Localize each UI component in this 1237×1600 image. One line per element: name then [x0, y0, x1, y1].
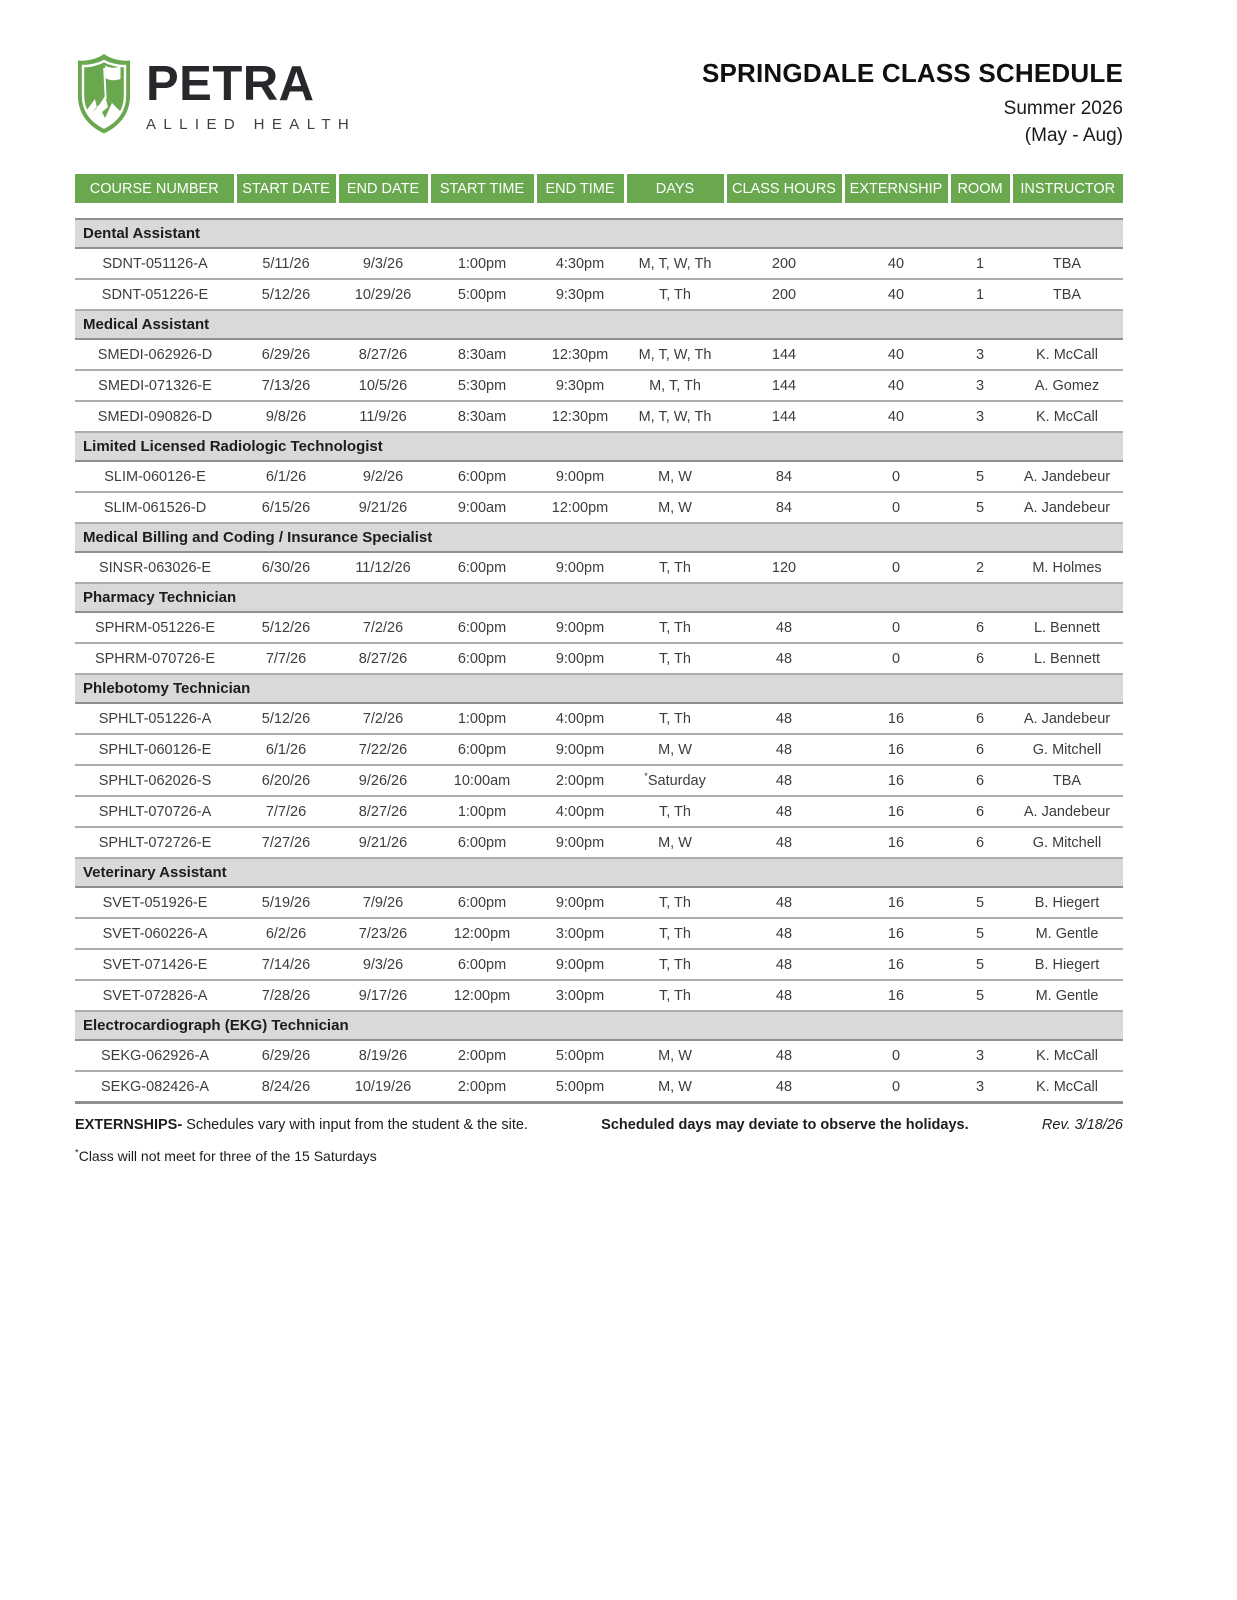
section-title: Pharmacy Technician — [75, 583, 1123, 612]
page-title: SPRINGDALE CLASS SCHEDULE — [701, 58, 1123, 88]
cell-start-time: 12:00pm — [429, 918, 535, 949]
cell-days: T, Th — [625, 612, 725, 643]
section-title: Dental Assistant — [75, 219, 1123, 248]
column-header-instructor: INSTRUCTOR — [1011, 174, 1123, 203]
cell-end-time: 4:00pm — [535, 796, 625, 827]
cell-end-date: 7/2/26 — [337, 703, 429, 734]
cell-end-time: 2:00pm — [535, 765, 625, 796]
cell-start-time: 1:00pm — [429, 796, 535, 827]
header-spacer-row — [75, 203, 1123, 219]
table-row — [75, 703, 1123, 734]
cell-room: 2 — [949, 552, 1011, 583]
cell-room: 5 — [949, 918, 1011, 949]
section-header-row — [75, 432, 1123, 461]
cell-end-time: 9:00pm — [535, 643, 625, 674]
cell-externship: 0 — [843, 1071, 949, 1103]
cell-course-number: SDNT-051226-E — [75, 279, 235, 310]
cell-start-time: 1:00pm — [429, 248, 535, 279]
cell-end-time: 9:00pm — [535, 552, 625, 583]
cell-start-date: 5/11/26 — [235, 248, 337, 279]
cell-days: M, W — [625, 827, 725, 858]
cell-externship: 40 — [843, 279, 949, 310]
petra-logo — [75, 52, 356, 141]
column-header-externship: EXTERNSHIP — [843, 174, 949, 203]
cell-externship: 0 — [843, 643, 949, 674]
footnote-asterisk: * — [75, 1147, 79, 1159]
cell-days: T, Th — [625, 980, 725, 1011]
cell-course-number: SPHRM-051226-E — [75, 612, 235, 643]
column-header-room: ROOM — [949, 174, 1011, 203]
cell-start-time: 6:00pm — [429, 734, 535, 765]
cell-days: M, W — [625, 1071, 725, 1103]
cell-start-date: 5/12/26 — [235, 612, 337, 643]
cell-start-date: 7/28/26 — [235, 980, 337, 1011]
cell-course-number: SMEDI-062926-D — [75, 339, 235, 370]
cell-course-number: SDNT-051126-A — [75, 248, 235, 279]
cell-externship: 16 — [843, 918, 949, 949]
cell-start-time: 6:00pm — [429, 612, 535, 643]
cell-room: 5 — [949, 461, 1011, 492]
cell-externship: 0 — [843, 1040, 949, 1071]
table-row — [75, 1040, 1123, 1071]
table-row — [75, 887, 1123, 918]
cell-instructor: A. Jandebeur — [1011, 492, 1123, 523]
cell-start-date: 7/27/26 — [235, 827, 337, 858]
cell-start-date: 7/13/26 — [235, 370, 337, 401]
cell-course-number: SEKG-062926-A — [75, 1040, 235, 1071]
cell-end-date: 9/26/26 — [337, 765, 429, 796]
cell-start-time: 6:00pm — [429, 827, 535, 858]
cell-class-hours: 200 — [725, 248, 843, 279]
revision-label: Rev. 3/18/26 — [1041, 1117, 1123, 1133]
cell-instructor: K. McCall — [1011, 401, 1123, 432]
cell-room: 3 — [949, 1071, 1011, 1103]
cell-start-date: 6/1/26 — [235, 734, 337, 765]
cell-instructor: B. Hiegert — [1011, 949, 1123, 980]
column-header-course-number: COURSE NUMBER — [75, 174, 235, 203]
cell-start-time: 10:00am — [429, 765, 535, 796]
cell-end-date: 7/22/26 — [337, 734, 429, 765]
cell-externship: 16 — [843, 887, 949, 918]
cell-room: 6 — [949, 796, 1011, 827]
cell-start-time: 12:00pm — [429, 980, 535, 1011]
shield-mountain-flag-icon — [75, 52, 133, 141]
cell-days: M, T, W, Th — [625, 248, 725, 279]
cell-externship: 16 — [843, 827, 949, 858]
section-title: Electrocardiograph (EKG) Technician — [75, 1011, 1123, 1040]
cell-class-hours: 48 — [725, 918, 843, 949]
cell-days: M, T, W, Th — [625, 401, 725, 432]
cell-end-date: 9/17/26 — [337, 980, 429, 1011]
holidays-note: Scheduled days may deviate to observe the holidays. — [601, 1117, 969, 1133]
date-range-label: (May - Aug) — [1024, 125, 1123, 146]
cell-class-hours: 48 — [725, 1040, 843, 1071]
cell-start-time: 9:00am — [429, 492, 535, 523]
cell-instructor: L. Bennett — [1011, 643, 1123, 674]
cell-class-hours: 48 — [725, 643, 843, 674]
section-header-row — [75, 674, 1123, 703]
cell-days: T, Th — [625, 796, 725, 827]
externships-note — [75, 1117, 528, 1133]
cell-course-number: SMEDI-090826-D — [75, 401, 235, 432]
cell-start-date: 5/19/26 — [235, 887, 337, 918]
cell-externship: 40 — [843, 370, 949, 401]
title-block — [702, 52, 1123, 147]
cell-start-date: 6/29/26 — [235, 1040, 337, 1071]
table-row — [75, 949, 1123, 980]
cell-end-time: 12:30pm — [535, 401, 625, 432]
cell-end-time: 5:00pm — [535, 1071, 625, 1103]
cell-externship: 16 — [843, 765, 949, 796]
cell-start-time: 6:00pm — [429, 949, 535, 980]
cell-course-number: SLIM-061526-D — [75, 492, 235, 523]
table-row — [75, 339, 1123, 370]
cell-end-time: 4:30pm — [535, 248, 625, 279]
cell-end-date: 11/9/26 — [337, 401, 429, 432]
cell-end-time: 3:00pm — [535, 918, 625, 949]
cell-days: M, T, Th — [625, 370, 725, 401]
cell-instructor: G. Mitchell — [1011, 734, 1123, 765]
cell-instructor: TBA — [1011, 248, 1123, 279]
schedule-table — [75, 174, 1123, 1104]
cell-course-number: SPHLT-051226-A — [75, 703, 235, 734]
cell-room: 1 — [949, 279, 1011, 310]
cell-end-time: 9:00pm — [535, 612, 625, 643]
cell-course-number: SVET-060226-A — [75, 918, 235, 949]
table-row — [75, 552, 1123, 583]
cell-room: 3 — [949, 339, 1011, 370]
cell-start-time: 6:00pm — [429, 887, 535, 918]
cell-start-time: 5:00pm — [429, 279, 535, 310]
cell-course-number: SVET-071426-E — [75, 949, 235, 980]
cell-instructor: A. Jandebeur — [1011, 796, 1123, 827]
cell-course-number: SINSR-063026-E — [75, 552, 235, 583]
cell-start-time: 6:00pm — [429, 643, 535, 674]
table-row — [75, 980, 1123, 1011]
table-row — [75, 612, 1123, 643]
logo-text — [146, 57, 357, 133]
cell-room: 3 — [949, 1040, 1011, 1071]
table-row — [75, 918, 1123, 949]
cell-instructor: M. Gentle — [1011, 980, 1123, 1011]
cell-days: M, T, W, Th — [625, 339, 725, 370]
table-row — [75, 401, 1123, 432]
cell-end-date: 11/12/26 — [337, 552, 429, 583]
cell-end-time: 5:00pm — [535, 1040, 625, 1071]
table-row — [75, 248, 1123, 279]
cell-externship: 16 — [843, 980, 949, 1011]
cell-end-date: 8/19/26 — [337, 1040, 429, 1071]
externships-label: EXTERNSHIPS- — [75, 1117, 183, 1133]
section-title: Medical Assistant — [75, 310, 1123, 339]
cell-end-date: 9/21/26 — [337, 827, 429, 858]
section-header-row — [75, 219, 1123, 248]
cell-start-date: 6/15/26 — [235, 492, 337, 523]
cell-end-date: 10/19/26 — [337, 1071, 429, 1103]
cell-start-date: 6/29/26 — [235, 339, 337, 370]
cell-instructor: B. Hiegert — [1011, 887, 1123, 918]
table-row — [75, 796, 1123, 827]
column-header-start-date: START DATE — [235, 174, 337, 203]
table-row — [75, 827, 1123, 858]
cell-end-date: 9/3/26 — [337, 949, 429, 980]
cell-room: 5 — [949, 887, 1011, 918]
footnote-text: Class will not meet for three of the 15 Saturdays — [78, 1148, 377, 1164]
cell-end-time: 9:00pm — [535, 887, 625, 918]
cell-instructor: A. Jandebeur — [1011, 461, 1123, 492]
cell-externship: 40 — [843, 248, 949, 279]
column-header-end-time: END TIME — [535, 174, 625, 203]
table-row — [75, 1071, 1123, 1103]
cell-end-date: 8/27/26 — [337, 339, 429, 370]
cell-class-hours: 84 — [725, 492, 843, 523]
cell-room: 3 — [949, 401, 1011, 432]
cell-days: *Saturday — [625, 765, 725, 796]
cell-class-hours: 48 — [725, 765, 843, 796]
cell-start-time: 6:00pm — [429, 461, 535, 492]
cell-class-hours: 48 — [725, 949, 843, 980]
externships-text: Schedules vary with input from the student & the site. — [182, 1117, 528, 1133]
cell-days: T, Th — [625, 918, 725, 949]
cell-end-date: 7/23/26 — [337, 918, 429, 949]
cell-class-hours: 144 — [725, 339, 843, 370]
cell-instructor: A. Jandebeur — [1011, 703, 1123, 734]
cell-end-time: 9:30pm — [535, 370, 625, 401]
cell-instructor: G. Mitchell — [1011, 827, 1123, 858]
column-header-start-time: START TIME — [429, 174, 535, 203]
cell-externship: 16 — [843, 734, 949, 765]
cell-start-time: 8:30am — [429, 339, 535, 370]
cell-end-date: 7/2/26 — [337, 612, 429, 643]
cell-externship: 0 — [843, 552, 949, 583]
cell-end-date: 8/27/26 — [337, 796, 429, 827]
cell-instructor: K. McCall — [1011, 339, 1123, 370]
cell-end-date: 8/27/26 — [337, 643, 429, 674]
cell-class-hours: 144 — [725, 370, 843, 401]
cell-instructor: M. Holmes — [1011, 552, 1123, 583]
cell-days: M, W — [625, 461, 725, 492]
section-header-row — [75, 310, 1123, 339]
column-header-end-date: END DATE — [337, 174, 429, 203]
cell-instructor: A. Gomez — [1011, 370, 1123, 401]
cell-start-date: 6/2/26 — [235, 918, 337, 949]
cell-course-number: SPHLT-072726-E — [75, 827, 235, 858]
cell-days: M, W — [625, 1040, 725, 1071]
cell-instructor: K. McCall — [1011, 1040, 1123, 1071]
cell-instructor: K. McCall — [1011, 1071, 1123, 1103]
cell-end-time: 3:00pm — [535, 980, 625, 1011]
cell-end-time: 9:00pm — [535, 949, 625, 980]
section-header-row — [75, 583, 1123, 612]
section-title: Medical Billing and Coding / Insurance Specialist — [75, 523, 1123, 552]
cell-room: 5 — [949, 492, 1011, 523]
cell-class-hours: 120 — [725, 552, 843, 583]
cell-class-hours: 144 — [725, 401, 843, 432]
cell-externship: 16 — [843, 796, 949, 827]
cell-end-date: 10/29/26 — [337, 279, 429, 310]
cell-start-time: 5:30pm — [429, 370, 535, 401]
cell-room: 3 — [949, 370, 1011, 401]
cell-room: 5 — [949, 980, 1011, 1011]
table-row — [75, 370, 1123, 401]
cell-room: 1 — [949, 248, 1011, 279]
cell-days: T, Th — [625, 552, 725, 583]
cell-course-number: SEKG-082426-A — [75, 1071, 235, 1103]
cell-start-time: 2:00pm — [429, 1071, 535, 1103]
cell-start-time: 8:30am — [429, 401, 535, 432]
cell-class-hours: 48 — [725, 827, 843, 858]
cell-days: T, Th — [625, 703, 725, 734]
cell-end-date: 9/3/26 — [337, 248, 429, 279]
cell-start-date: 7/14/26 — [235, 949, 337, 980]
cell-room: 6 — [949, 827, 1011, 858]
cell-class-hours: 84 — [725, 461, 843, 492]
column-header-row — [75, 174, 1123, 203]
cell-instructor: TBA — [1011, 279, 1123, 310]
cell-class-hours: 48 — [725, 887, 843, 918]
table-row — [75, 461, 1123, 492]
cell-externship: 0 — [843, 492, 949, 523]
table-row — [75, 765, 1123, 796]
cell-start-date: 9/8/26 — [235, 401, 337, 432]
cell-days: T, Th — [625, 643, 725, 674]
cell-course-number: SPHLT-062026-S — [75, 765, 235, 796]
table-row — [75, 734, 1123, 765]
cell-class-hours: 48 — [725, 703, 843, 734]
cell-end-time: 9:00pm — [535, 827, 625, 858]
cell-course-number: SMEDI-071326-E — [75, 370, 235, 401]
term-label: Summer 2026 — [1003, 98, 1123, 119]
cell-end-date: 9/2/26 — [337, 461, 429, 492]
cell-room: 6 — [949, 612, 1011, 643]
cell-start-date: 6/20/26 — [235, 765, 337, 796]
cell-externship: 16 — [843, 703, 949, 734]
cell-end-time: 9:00pm — [535, 461, 625, 492]
cell-class-hours: 48 — [725, 980, 843, 1011]
cell-end-time: 12:30pm — [535, 339, 625, 370]
cell-end-time: 12:00pm — [535, 492, 625, 523]
cell-room: 6 — [949, 643, 1011, 674]
page-header — [75, 52, 1123, 147]
cell-externship: 40 — [843, 339, 949, 370]
section-title: Phlebotomy Technician — [75, 674, 1123, 703]
cell-start-date: 6/1/26 — [235, 461, 337, 492]
cell-start-time: 6:00pm — [429, 552, 535, 583]
cell-end-date: 7/9/26 — [337, 887, 429, 918]
cell-instructor: TBA — [1011, 765, 1123, 796]
cell-course-number: SLIM-060126-E — [75, 461, 235, 492]
cell-externship: 0 — [843, 461, 949, 492]
cell-days: T, Th — [625, 887, 725, 918]
cell-course-number: SVET-051926-E — [75, 887, 235, 918]
cell-start-date: 7/7/26 — [235, 796, 337, 827]
cell-course-number: SPHRM-070726-E — [75, 643, 235, 674]
cell-days: M, W — [625, 734, 725, 765]
cell-days: T, Th — [625, 279, 725, 310]
brand-subtitle: ALLIED HEALTH — [146, 116, 357, 133]
cell-days: M, W — [625, 492, 725, 523]
cell-start-time: 1:00pm — [429, 703, 535, 734]
cell-class-hours: 48 — [725, 734, 843, 765]
cell-externship: 16 — [843, 949, 949, 980]
cell-room: 5 — [949, 949, 1011, 980]
column-header-class-hours: CLASS HOURS — [725, 174, 843, 203]
cell-end-time: 9:30pm — [535, 279, 625, 310]
cell-course-number: SPHLT-070726-A — [75, 796, 235, 827]
cell-class-hours: 48 — [725, 612, 843, 643]
table-row — [75, 643, 1123, 674]
section-header-row — [75, 858, 1123, 887]
section-title: Veterinary Assistant — [75, 858, 1123, 887]
cell-course-number: SPHLT-060126-E — [75, 734, 235, 765]
cell-end-date: 10/5/26 — [337, 370, 429, 401]
footer-notes — [75, 1117, 1123, 1133]
cell-room: 6 — [949, 703, 1011, 734]
cell-start-date: 7/7/26 — [235, 643, 337, 674]
brand-name: PETRA — [146, 57, 315, 111]
table-row — [75, 279, 1123, 310]
cell-days: T, Th — [625, 949, 725, 980]
cell-class-hours: 48 — [725, 796, 843, 827]
cell-end-time: 4:00pm — [535, 703, 625, 734]
cell-externship: 40 — [843, 401, 949, 432]
cell-room: 6 — [949, 734, 1011, 765]
cell-start-time: 2:00pm — [429, 1040, 535, 1071]
section-header-row — [75, 1011, 1123, 1040]
cell-externship: 0 — [843, 612, 949, 643]
cell-start-date: 5/12/26 — [235, 279, 337, 310]
column-header-days: DAYS — [625, 174, 725, 203]
cell-class-hours: 200 — [725, 279, 843, 310]
cell-course-number: SVET-072826-A — [75, 980, 235, 1011]
cell-start-date: 8/24/26 — [235, 1071, 337, 1103]
cell-instructor: L. Bennett — [1011, 612, 1123, 643]
cell-instructor: M. Gentle — [1011, 918, 1123, 949]
cell-class-hours: 48 — [725, 1071, 843, 1103]
cell-start-date: 5/12/26 — [235, 703, 337, 734]
table-row — [75, 492, 1123, 523]
cell-end-date: 9/21/26 — [337, 492, 429, 523]
cell-start-date: 6/30/26 — [235, 552, 337, 583]
cell-room: 6 — [949, 765, 1011, 796]
cell-end-time: 9:00pm — [535, 734, 625, 765]
section-header-row — [75, 523, 1123, 552]
saturday-footnote — [75, 1148, 1123, 1164]
section-title: Limited Licensed Radiologic Technologist — [75, 432, 1123, 461]
